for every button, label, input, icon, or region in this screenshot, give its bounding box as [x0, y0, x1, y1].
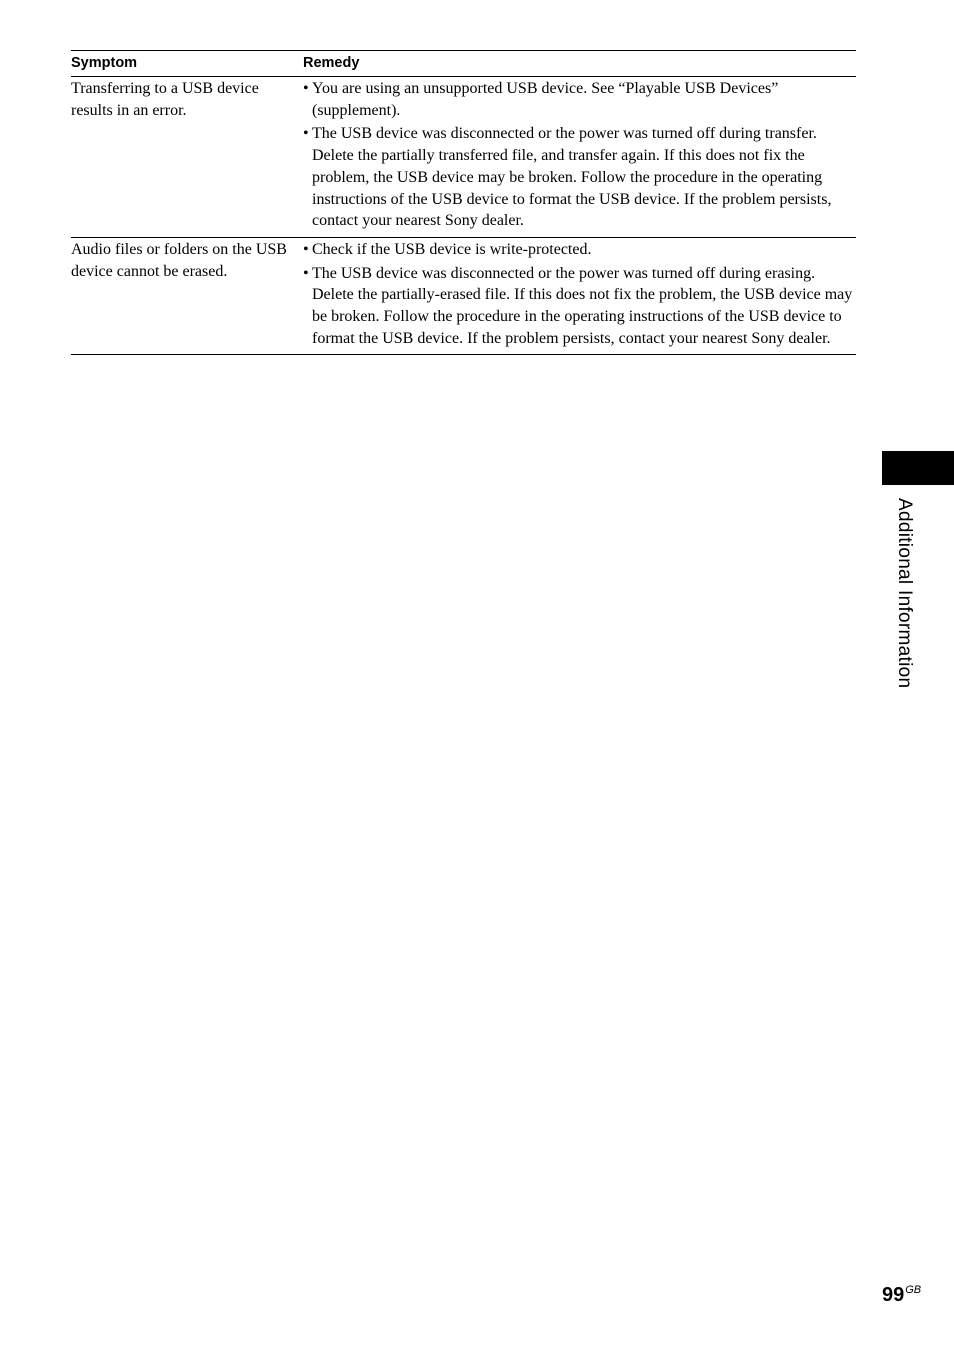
remedy-cell	[303, 77, 856, 238]
section-tab-marker	[882, 451, 954, 485]
page-number	[882, 1284, 921, 1307]
symptom-column-header: Symptom	[71, 51, 303, 77]
remedy-list	[303, 239, 856, 350]
remedy-item: • The USB device was disconnected or the power was turned off during transfer. Delete the partially transferred file, and transfer again. If this does not fix the problem, the USB device may be broken. Follow the procedure in the operating instructions of the USB device to format the USB device. If the problem persists, contact your nearest Sony dealer.	[303, 123, 856, 232]
table-header-row	[71, 51, 856, 77]
table-row	[71, 77, 856, 238]
troubleshooting-table	[71, 50, 856, 355]
table-row	[71, 237, 856, 355]
remedy-cell	[303, 237, 856, 355]
page-number-suffix: GB	[905, 1284, 922, 1296]
remedy-item: • You are using an unsupported USB device. See “Playable USB Devices” (supplement).	[303, 78, 856, 121]
section-tab-label: Additional Information	[894, 498, 915, 689]
page-number-value: 99	[882, 1284, 905, 1306]
remedy-item: • Check if the USB device is write-protected.	[303, 239, 856, 261]
troubleshooting-table-container	[71, 50, 856, 355]
remedy-list	[303, 78, 856, 232]
symptom-cell: Audio files or folders on the USB device cannot be erased.	[71, 237, 303, 355]
symptom-cell: Transferring to a USB device results in an error.	[71, 77, 303, 238]
remedy-item: • The USB device was disconnected or the power was turned off during erasing. Delete the partially-erased file. If this does not fix the problem, the USB device may be broken. Follow the procedure in the operating instructions of the USB device to format the USB device. If the problem persists, contact your nearest Sony dealer.	[303, 263, 856, 350]
remedy-column-header: Remedy	[303, 51, 856, 77]
